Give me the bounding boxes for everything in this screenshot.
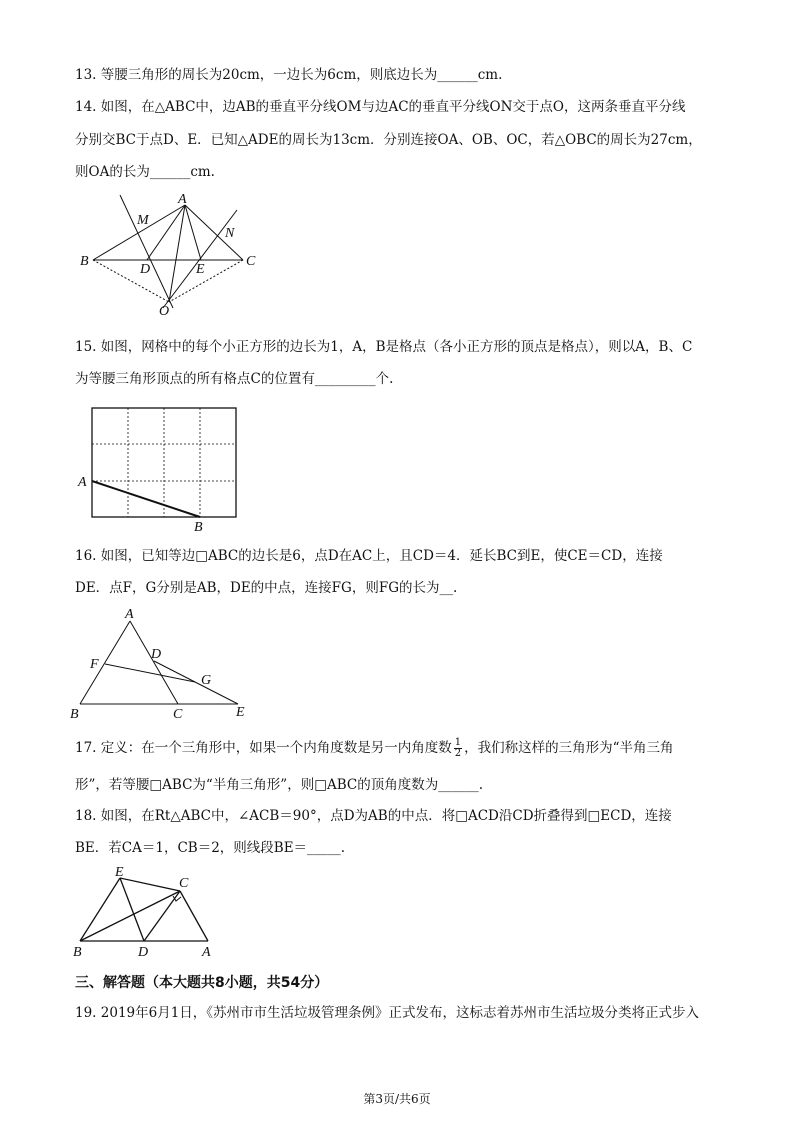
q16-seg-FG	[105, 664, 195, 682]
page-footer: 第3页/共6页	[363, 1092, 431, 1106]
q14-line3: 则OA的长为______cm.	[75, 164, 215, 180]
q14-line2: 分别交BC于点D、E．已知△ADE的周长为13cm．分别连接OA、OB、OC，若△OBC的周长为27cm，	[75, 132, 702, 148]
q15-label-B: B	[194, 520, 203, 535]
q18-line2: BE．若CA＝1，CB＝2，则线段BE＝_____.	[75, 840, 346, 856]
q16-line1: 16. 如图，已知等边□ABC的边长是6，点D在AC上，且CD＝4．延长BC到E，使CE＝CD，连接	[75, 548, 663, 564]
q18-seg-EC	[120, 878, 180, 891]
q18-line1: 18. 如图，在Rt△ABC中，∠ACB＝90°，点D为AB的中点．将□ACD沿CD折叠得到□ECD，连接	[75, 808, 672, 824]
q15-line2: 为等腰三角形顶点的所有格点C的位置有_________个.	[75, 371, 394, 387]
q17-frac-num: 1	[454, 737, 462, 748]
q16-seg-AC	[130, 621, 178, 704]
q15-line1: 15. 如图，网格中的每个小正方形的边长为1，A，B是格点（各小正方形的顶点是格点），则以A，B、C	[75, 339, 693, 355]
q14-label-B: B	[80, 254, 89, 269]
q18-label-E: E	[115, 865, 124, 880]
q16-label-E: E	[236, 705, 245, 720]
q14-label-D: D	[140, 262, 151, 277]
q13-text: 13. 等腰三角形的周长为20cm，一边长为6cm，则底边长为______cm.	[75, 67, 503, 83]
q16-seg-AB	[80, 621, 130, 704]
q14-label-M: M	[137, 213, 149, 228]
q14-seg-AD	[147, 205, 185, 260]
q14-seg-OC	[169, 260, 243, 302]
q14-seg-AO	[169, 205, 185, 302]
q16-figure	[70, 606, 260, 721]
q18-label-B: B	[73, 945, 82, 960]
q14-label-N: N	[225, 226, 235, 241]
q18-label-C: C	[179, 876, 189, 891]
q16-seg-DE	[154, 661, 238, 704]
q14-label-O: O	[159, 304, 170, 319]
q18-right-angle-mark	[173, 896, 181, 901]
q18-label-D: D	[138, 945, 149, 960]
q17-fraction	[454, 738, 462, 759]
q16-line2: DE．点F，G分别是AB，DE的中点，连接FG，则FG的长为__.	[75, 580, 458, 596]
q14-figure	[75, 190, 265, 320]
q15-label-A: A	[78, 475, 87, 490]
q15-segment-AB	[92, 481, 200, 517]
q18-label-A: A	[202, 945, 211, 960]
q16-label-D: D	[151, 647, 162, 662]
q17-line1	[75, 738, 734, 759]
q15-grid-figure	[75, 400, 245, 535]
q16-label-A: A	[125, 607, 134, 622]
q18-seg-CA	[180, 891, 208, 941]
q16-label-F: F	[90, 657, 99, 672]
q17-line2: 形”，若等腰□ABC为“半角三角形”，则□ABC的顶角度数为______.	[75, 777, 484, 793]
q16-label-C: C	[173, 707, 183, 722]
q14-line1: 14. 如图，在△ABC中，边AB的垂直平分线OM与边AC的垂直平分线ON交于点O，这两条垂直平分线	[75, 99, 686, 115]
section-3-title: 三、解答题（本大题共8小题，共54分）	[75, 975, 329, 991]
q18-seg-ED	[120, 878, 144, 941]
q16-label-G: G	[201, 673, 212, 688]
q17-line1a: 17. 定义：在一个三角形中，如果一个内角度数是另一内角度数	[75, 740, 452, 756]
q14-seg-OB	[93, 260, 169, 302]
q17-line1b: ，我们称这样的三角形为“半角三角	[464, 740, 674, 756]
q14-label-E: E	[196, 262, 205, 277]
q14-line-ON	[163, 210, 237, 308]
q17-frac-den: 2	[454, 748, 462, 759]
q18-seg-BC	[80, 891, 180, 941]
q14-line-OM	[120, 195, 173, 308]
q18-figure	[70, 866, 220, 961]
q14-label-C: C	[246, 254, 256, 269]
q16-label-B: B	[70, 707, 79, 722]
q14-label-A: A	[178, 192, 187, 207]
q19-line1: 19. 2019年6月1日，《苏州市市生活垃圾管理条例》正式发布，这标志着苏州市生活垃圾分类将正式步入	[75, 1005, 700, 1021]
